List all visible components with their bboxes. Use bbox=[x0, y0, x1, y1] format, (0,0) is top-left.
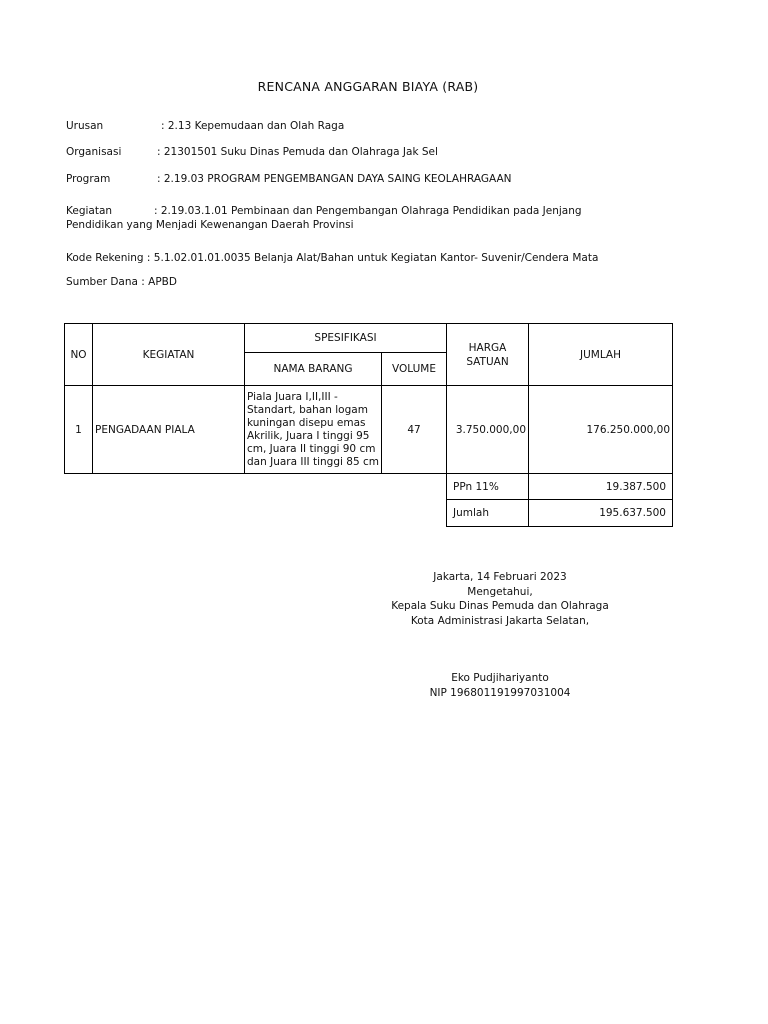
header-harga-satuan-line1: HARGA bbox=[468, 341, 507, 354]
total-row bbox=[65, 500, 673, 527]
header-jumlah: JUMLAH bbox=[529, 324, 673, 386]
signature-place-date: Jakarta, 14 Februari 2023 bbox=[433, 571, 567, 583]
cell-nama-barang bbox=[245, 386, 382, 474]
signatory-nip: NIP 196801191997031004 bbox=[429, 686, 571, 699]
kegiatan-label: Kegiatan bbox=[66, 205, 113, 217]
nama-barang-line: kuningan disepu emas bbox=[247, 416, 366, 429]
cell-kegiatan: PENGADAAN PIALA bbox=[93, 386, 245, 474]
nama-barang-line: Piala Juara I,II,III - bbox=[247, 390, 338, 403]
cell-volume: 47 bbox=[382, 386, 447, 474]
header-no: NO bbox=[65, 324, 93, 386]
signatory-name: Eko Pudjihariyanto bbox=[451, 672, 549, 684]
header-kegiatan: KEGIATAN bbox=[93, 324, 245, 386]
signature-position-line1: Kepala Suku Dinas Pemuda dan Olahraga bbox=[391, 600, 609, 613]
kegiatan-value-line2: Pendidikan yang Menjadi Kewenangan Daerah Provinsi bbox=[66, 219, 354, 231]
table-header-row bbox=[65, 324, 673, 353]
signature-mengetahui: Mengetahui, bbox=[467, 585, 533, 598]
rab-table bbox=[64, 323, 673, 527]
header-volume: VOLUME bbox=[382, 353, 447, 386]
header-harga-satuan bbox=[447, 324, 529, 386]
kode-rekening: Kode Rekening : 5.1.02.01.01.0035 Belanja Alat/Bahan untuk Kegiatan Kantor- Suvenir/Cendera Mata bbox=[66, 252, 599, 264]
signatory-block bbox=[382, 671, 618, 700]
cell-jumlah: 176.250.000,00 bbox=[529, 386, 673, 474]
nama-barang-line: cm, Juara II tinggi 90 cm bbox=[247, 442, 376, 455]
cell-harga-satuan: 3.750.000,00 bbox=[447, 386, 529, 474]
nama-barang-line: Akrilik, Juara I tinggi 95 bbox=[247, 429, 370, 442]
cell-no: 1 bbox=[65, 386, 93, 474]
program-label: Program bbox=[66, 173, 111, 185]
table-row bbox=[65, 386, 673, 474]
signature-position-line2: Kota Administrasi Jakarta Selatan, bbox=[410, 614, 590, 627]
nama-barang-line: Standart, bahan logam bbox=[247, 403, 368, 416]
urusan-value: : 2.13 Kepemudaan dan Olah Raga bbox=[161, 120, 345, 132]
header-spesifikasi: SPESIFIKASI bbox=[245, 324, 447, 353]
signature-block bbox=[382, 570, 618, 628]
sumber-dana: Sumber Dana : APBD bbox=[66, 276, 177, 288]
ppn-value: 19.387.500 bbox=[529, 474, 673, 500]
ppn-row bbox=[65, 474, 673, 500]
total-label: Jumlah bbox=[447, 500, 529, 527]
document-title: RENCANA ANGGARAN BIAYA (RAB) bbox=[257, 79, 479, 94]
header-harga-satuan-line2: SATUAN bbox=[466, 355, 509, 368]
organisasi-label: Organisasi bbox=[66, 146, 122, 158]
nama-barang-line: dan Juara III tinggi 85 cm bbox=[247, 455, 379, 468]
ppn-label: PPn 11% bbox=[447, 474, 529, 500]
total-value: 195.637.500 bbox=[529, 500, 673, 527]
organisasi-value: : 21301501 Suku Dinas Pemuda dan Olahraga Jak Sel bbox=[157, 146, 438, 158]
program-value: : 2.19.03 PROGRAM PENGEMBANGAN DAYA SAING KEOLAHRAGAAN bbox=[157, 173, 512, 185]
urusan-label: Urusan bbox=[66, 120, 104, 132]
header-nama-barang: NAMA BARANG bbox=[245, 353, 382, 386]
kegiatan-value-line1: : 2.19.03.1.01 Pembinaan dan Pengembangan Olahraga Pendidikan pada Jenjang bbox=[154, 205, 582, 217]
